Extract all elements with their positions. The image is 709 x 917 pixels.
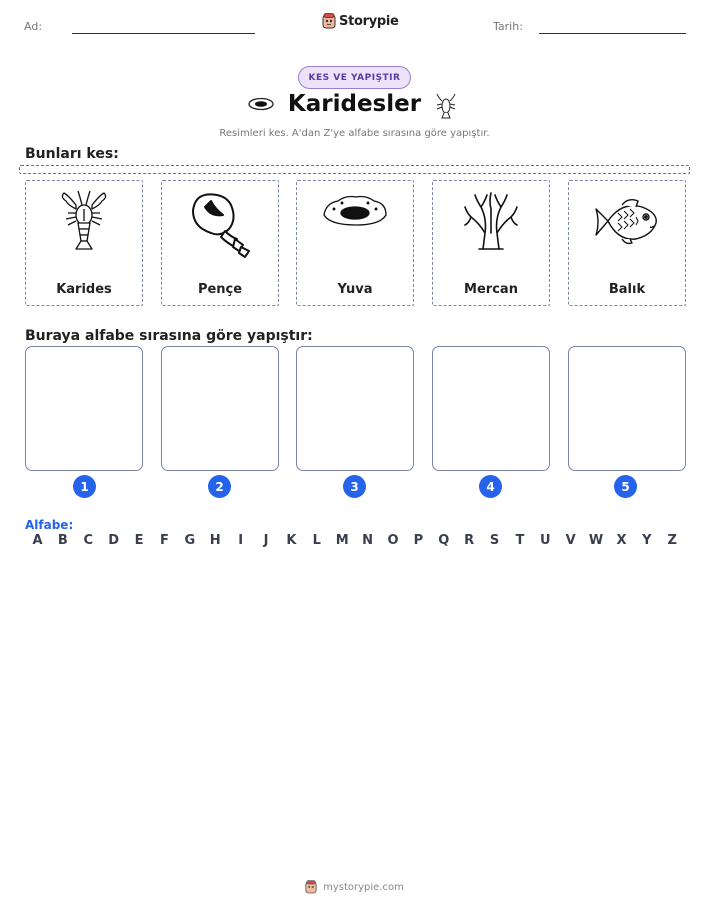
alphabet-row — [25, 533, 685, 548]
cut-line — [19, 165, 690, 174]
card-label-shrimp: Karides — [56, 282, 112, 297]
card-label-fish: Balık — [608, 282, 646, 297]
date-label: Tarih: — [493, 20, 523, 33]
cut-card-fish[interactable] — [568, 180, 686, 306]
alphabet-label: Alfabe: — [25, 518, 74, 532]
paste-slot-2[interactable] — [161, 346, 279, 471]
alphabet-letter: G — [184, 533, 196, 548]
alphabet-letter: Z — [667, 533, 677, 548]
alphabet-letter: T — [515, 533, 525, 548]
card-label-claw: Pençe — [197, 282, 243, 297]
cut-card-coral[interactable] — [432, 180, 550, 306]
alphabet-letter: P — [413, 533, 424, 548]
slot-number-2: 2 — [208, 475, 231, 498]
claw-icon — [187, 189, 253, 261]
alphabet-letter: V — [565, 533, 576, 548]
alphabet-letter: D — [108, 533, 120, 548]
footer-site[interactable]: mystorypie.com — [323, 881, 404, 893]
alphabet-letter: A — [32, 533, 43, 548]
footer — [0, 880, 709, 894]
fish-icon — [592, 195, 662, 249]
paste-slot-5[interactable] — [568, 346, 686, 471]
cut-section-label: Bunları kes: — [25, 146, 119, 162]
storypie-mascot-icon — [305, 880, 317, 894]
cut-card-shrimp[interactable] — [25, 180, 143, 306]
brand-name: Storypie — [339, 13, 399, 29]
instructions: Resimleri kes. A'dan Z'ye alfabe sırasına göre yapıştır. — [219, 128, 490, 139]
alphabet-letter: X — [616, 533, 627, 548]
shrimp-icon — [54, 189, 114, 255]
slot-number-3: 3 — [343, 475, 366, 498]
alphabet-letter: K — [286, 533, 297, 548]
paste-section-label: Buraya alfabe sırasına göre yapıştır: — [25, 328, 313, 344]
slot-number-1: 1 — [73, 475, 96, 498]
cut-card-burrow[interactable] — [296, 180, 414, 306]
alphabet-letter: M — [335, 533, 349, 548]
page-title: Karidesler — [287, 91, 422, 117]
storypie-mascot-icon — [322, 13, 336, 29]
cut-card-claw[interactable] — [161, 180, 279, 306]
alphabet-letter: U — [540, 533, 551, 548]
shrimp-title-icon — [434, 92, 458, 120]
alphabet-letter: J — [263, 533, 269, 548]
alphabet-letter: F — [160, 533, 169, 548]
alphabet-letter: Q — [438, 533, 450, 548]
name-label: Ad: — [24, 20, 43, 33]
paste-slot-4[interactable] — [432, 346, 550, 471]
date-line[interactable] — [539, 33, 686, 34]
alphabet-letter: N — [362, 533, 374, 548]
alphabet-letter: W — [588, 533, 604, 548]
slot-number-5: 5 — [614, 475, 637, 498]
alphabet-letter: O — [387, 533, 399, 548]
card-label-burrow: Yuva — [337, 282, 373, 297]
alphabet-letter: S — [489, 533, 500, 548]
paste-slot-3[interactable] — [296, 346, 414, 471]
paste-slot-1[interactable] — [25, 346, 143, 471]
alphabet-letter: Y — [642, 533, 652, 548]
burrow-icon — [320, 191, 390, 231]
alphabet-letter: E — [134, 533, 144, 548]
alphabet-letter: H — [209, 533, 221, 548]
alphabet-letter: I — [238, 533, 244, 548]
alphabet-letter: L — [312, 533, 321, 548]
alphabet-letter: C — [83, 533, 94, 548]
card-label-coral: Mercan — [464, 282, 518, 297]
alphabet-letter: B — [57, 533, 68, 548]
name-line[interactable] — [72, 33, 255, 34]
slot-number-4: 4 — [479, 475, 502, 498]
coral-icon — [461, 189, 521, 255]
activity-badge: KES VE YAPIŞTIR — [298, 66, 411, 89]
alphabet-letter: R — [464, 533, 475, 548]
brand-logo — [322, 13, 399, 29]
